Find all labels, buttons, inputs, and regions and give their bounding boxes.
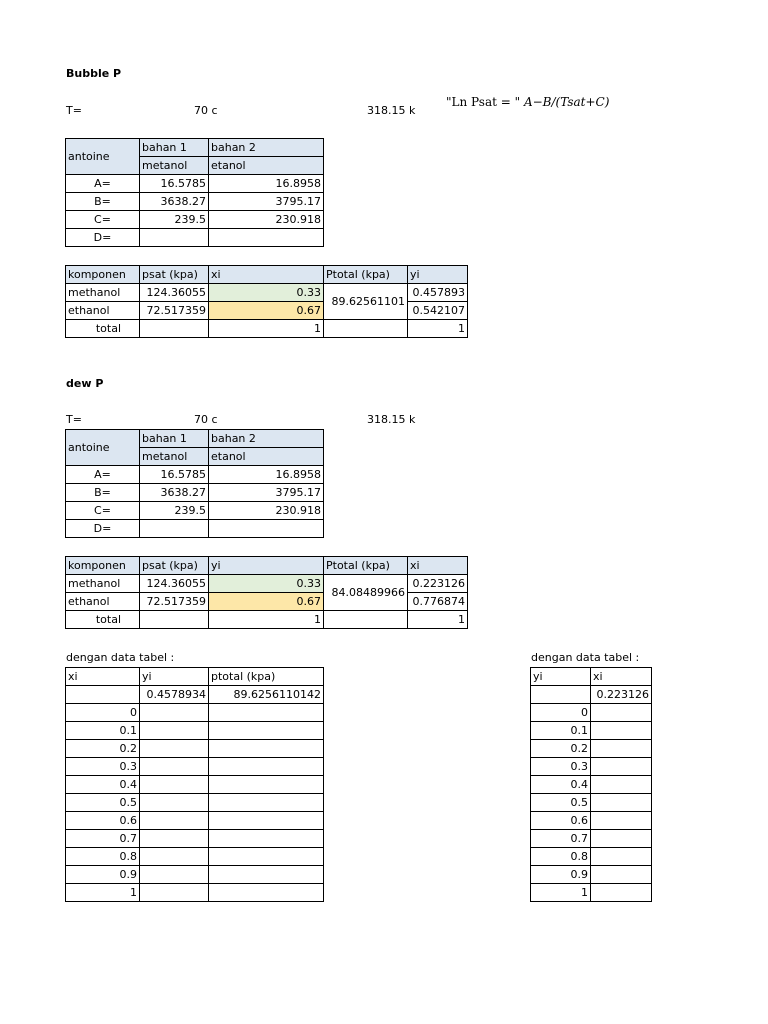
table-row [66, 866, 324, 884]
total-row [66, 320, 468, 338]
yi-value: 0.9 [531, 866, 591, 884]
cell [209, 776, 324, 794]
antoine-value: 3638.27 [140, 193, 209, 211]
xi-value: 0.5 [66, 794, 140, 812]
component-psat: 124.36055 [140, 284, 209, 302]
antoine-row [66, 520, 324, 538]
table-row [66, 776, 324, 794]
dew-antoine-table [65, 429, 324, 538]
antoine-value [140, 520, 209, 538]
bubble-data-table [65, 667, 324, 902]
antoine-row [66, 211, 324, 229]
header-yi: yi [531, 668, 591, 686]
antoine-key: B= [66, 193, 140, 211]
antoine-value: 16.5785 [140, 175, 209, 193]
antoine-key: D= [66, 229, 140, 247]
antoine-row [66, 193, 324, 211]
total-label: total [66, 611, 140, 629]
antoine-value: 3638.27 [140, 484, 209, 502]
header-komponen: komponen [66, 557, 140, 575]
antoine-value: 16.5785 [140, 466, 209, 484]
header-xi: xi [408, 557, 468, 575]
empty-cell [140, 320, 209, 338]
component-xi: 0.223126 [408, 575, 468, 593]
antoine-value: 16.8958 [209, 466, 324, 484]
table-row [531, 686, 652, 704]
antoine-value [209, 229, 324, 247]
cell [140, 776, 209, 794]
table-row [531, 704, 652, 722]
dew-t-celsius: 70 c [194, 413, 218, 426]
antoine-col1-top: bahan 1 [140, 139, 209, 157]
xi-value: 0.9 [66, 866, 140, 884]
component-row [66, 284, 468, 302]
yi-value: 0.3 [531, 758, 591, 776]
antoine-value: 230.918 [209, 502, 324, 520]
xi-value: 0 [66, 704, 140, 722]
yi-value: 1 [531, 884, 591, 902]
total-yi: 1 [209, 611, 324, 629]
xi-value: 0.3 [66, 758, 140, 776]
empty-cell [324, 320, 408, 338]
cell [209, 884, 324, 902]
cell [140, 722, 209, 740]
table-row [531, 884, 652, 902]
header-yi: yi [209, 557, 324, 575]
table-row [531, 812, 652, 830]
antoine-key: D= [66, 520, 140, 538]
antoine-value: 230.918 [209, 211, 324, 229]
total-xi: 1 [408, 611, 468, 629]
yi-value: 0.7 [531, 830, 591, 848]
cell [591, 884, 652, 902]
cell [209, 830, 324, 848]
component-psat: 72.517359 [140, 302, 209, 320]
cell [209, 740, 324, 758]
dew-title: dew P [66, 377, 104, 390]
antoine-row [66, 466, 324, 484]
antoine-col1-top: bahan 1 [140, 430, 209, 448]
header-ptotal: Ptotal (kpa) [324, 557, 408, 575]
header-psat: psat (kpa) [140, 266, 209, 284]
header-komponen: komponen [66, 266, 140, 284]
cell [591, 866, 652, 884]
antoine-row [66, 502, 324, 520]
component-yi: 0.457893 [408, 284, 468, 302]
header-yi: yi [408, 266, 468, 284]
table-row [531, 758, 652, 776]
antoine-key: C= [66, 211, 140, 229]
xi-value: 0.4 [66, 776, 140, 794]
dew-t-kelvin: 318.15 k [367, 413, 416, 426]
header-psat: psat (kpa) [140, 557, 209, 575]
dew-t-label: T= [66, 413, 82, 426]
antoine-key: C= [66, 502, 140, 520]
antoine-row [66, 229, 324, 247]
component-name: ethanol [66, 302, 140, 320]
cell [209, 758, 324, 776]
table-row [531, 848, 652, 866]
formula-expression: A−B/(Tsat+C) [523, 95, 610, 109]
cell [140, 830, 209, 848]
component-yi: 0.33 [209, 575, 324, 593]
component-xi: 0.33 [209, 284, 324, 302]
table-row [531, 722, 652, 740]
header-yi: yi [140, 668, 209, 686]
yi-value: 0.8 [531, 848, 591, 866]
antoine-label: antoine [66, 139, 140, 175]
table-row [66, 704, 324, 722]
yi-value: 0 [531, 704, 591, 722]
cell [140, 848, 209, 866]
xi-value: 0.7 [66, 830, 140, 848]
ptotal-value: 84.08489966 [324, 575, 408, 611]
component-yi: 0.67 [209, 593, 324, 611]
xi-value: 0.2 [66, 740, 140, 758]
total-row [66, 611, 468, 629]
cell [591, 794, 652, 812]
antoine-value: 3795.17 [209, 193, 324, 211]
cell [66, 686, 140, 704]
antoine-col2-name: etanol [209, 448, 324, 466]
antoine-col2-name: etanol [209, 157, 324, 175]
table-row [531, 740, 652, 758]
empty-cell [140, 611, 209, 629]
yi-value: 0.5 [531, 794, 591, 812]
table-row [66, 758, 324, 776]
table-row [531, 866, 652, 884]
bubble-t-kelvin: 318.15 k [367, 104, 416, 117]
antoine-value: 239.5 [140, 502, 209, 520]
table-row [531, 776, 652, 794]
cell [209, 866, 324, 884]
bubble-t-label: T= [66, 104, 82, 117]
component-name: methanol [66, 284, 140, 302]
bubble-title: Bubble P [66, 67, 122, 80]
bubble-t-celsius: 70 c [194, 104, 218, 117]
antoine-value [140, 229, 209, 247]
header-xi: xi [591, 668, 652, 686]
xi-value: 1 [66, 884, 140, 902]
table-row [66, 812, 324, 830]
component-xi: 0.776874 [408, 593, 468, 611]
antoine-col2-top: bahan 2 [209, 430, 324, 448]
component-row [66, 302, 468, 320]
antoine-value: 239.5 [140, 211, 209, 229]
cell [209, 848, 324, 866]
table-row [66, 884, 324, 902]
antoine-key: B= [66, 484, 140, 502]
dew-data-table [530, 667, 652, 902]
antoine-key: A= [66, 466, 140, 484]
cell [140, 812, 209, 830]
bubble-antoine-table [65, 138, 324, 247]
header-ptotal: Ptotal (kpa) [324, 266, 408, 284]
cell [591, 758, 652, 776]
antoine-formula [446, 95, 609, 109]
cell [591, 776, 652, 794]
total-xi: 1 [209, 320, 324, 338]
yi-value: 0.1 [531, 722, 591, 740]
cell: 89.6256110142 [209, 686, 324, 704]
antoine-value [209, 520, 324, 538]
cell [140, 704, 209, 722]
component-psat: 124.36055 [140, 575, 209, 593]
total-label: total [66, 320, 140, 338]
dew-component-table [65, 556, 468, 629]
cell [209, 794, 324, 812]
cell [209, 722, 324, 740]
cell [140, 740, 209, 758]
component-xi: 0.67 [209, 302, 324, 320]
table-row [531, 794, 652, 812]
total-yi: 1 [408, 320, 468, 338]
cell [591, 848, 652, 866]
table-row [66, 722, 324, 740]
antoine-row [66, 484, 324, 502]
table2-caption: dengan data tabel : [531, 651, 640, 664]
cell: 0.223126 [591, 686, 652, 704]
component-psat: 72.517359 [140, 593, 209, 611]
xi-value: 0.1 [66, 722, 140, 740]
component-row [66, 593, 468, 611]
antoine-label: antoine [66, 430, 140, 466]
cell [591, 704, 652, 722]
antoine-col1-name: metanol [140, 157, 209, 175]
antoine-key: A= [66, 175, 140, 193]
empty-cell [324, 611, 408, 629]
component-row [66, 575, 468, 593]
ptotal-value: 89.62561101 [324, 284, 408, 320]
xi-value: 0.8 [66, 848, 140, 866]
component-yi: 0.542107 [408, 302, 468, 320]
cell [591, 722, 652, 740]
header-xi: xi [66, 668, 140, 686]
antoine-col1-name: metanol [140, 448, 209, 466]
cell [209, 812, 324, 830]
table-row [66, 848, 324, 866]
cell [591, 830, 652, 848]
table-row [66, 794, 324, 812]
cell [140, 794, 209, 812]
component-name: methanol [66, 575, 140, 593]
antoine-row [66, 175, 324, 193]
antoine-value: 3795.17 [209, 484, 324, 502]
table1-caption: dengan data tabel : [66, 651, 175, 664]
cell [591, 812, 652, 830]
yi-value: 0.6 [531, 812, 591, 830]
table-row [66, 686, 324, 704]
yi-value: 0.4 [531, 776, 591, 794]
cell [591, 740, 652, 758]
table-row [66, 830, 324, 848]
yi-value: 0.2 [531, 740, 591, 758]
formula-prefix: "Ln Psat = " [446, 95, 521, 109]
header-ptotal: ptotal (kpa) [209, 668, 324, 686]
cell [209, 704, 324, 722]
table-row [66, 740, 324, 758]
cell [531, 686, 591, 704]
component-name: ethanol [66, 593, 140, 611]
antoine-value: 16.8958 [209, 175, 324, 193]
bubble-component-table [65, 265, 468, 338]
antoine-col2-top: bahan 2 [209, 139, 324, 157]
cell: 0.4578934 [140, 686, 209, 704]
cell [140, 866, 209, 884]
cell [140, 884, 209, 902]
cell [140, 758, 209, 776]
xi-value: 0.6 [66, 812, 140, 830]
table-row [531, 830, 652, 848]
header-xi: xi [209, 266, 324, 284]
